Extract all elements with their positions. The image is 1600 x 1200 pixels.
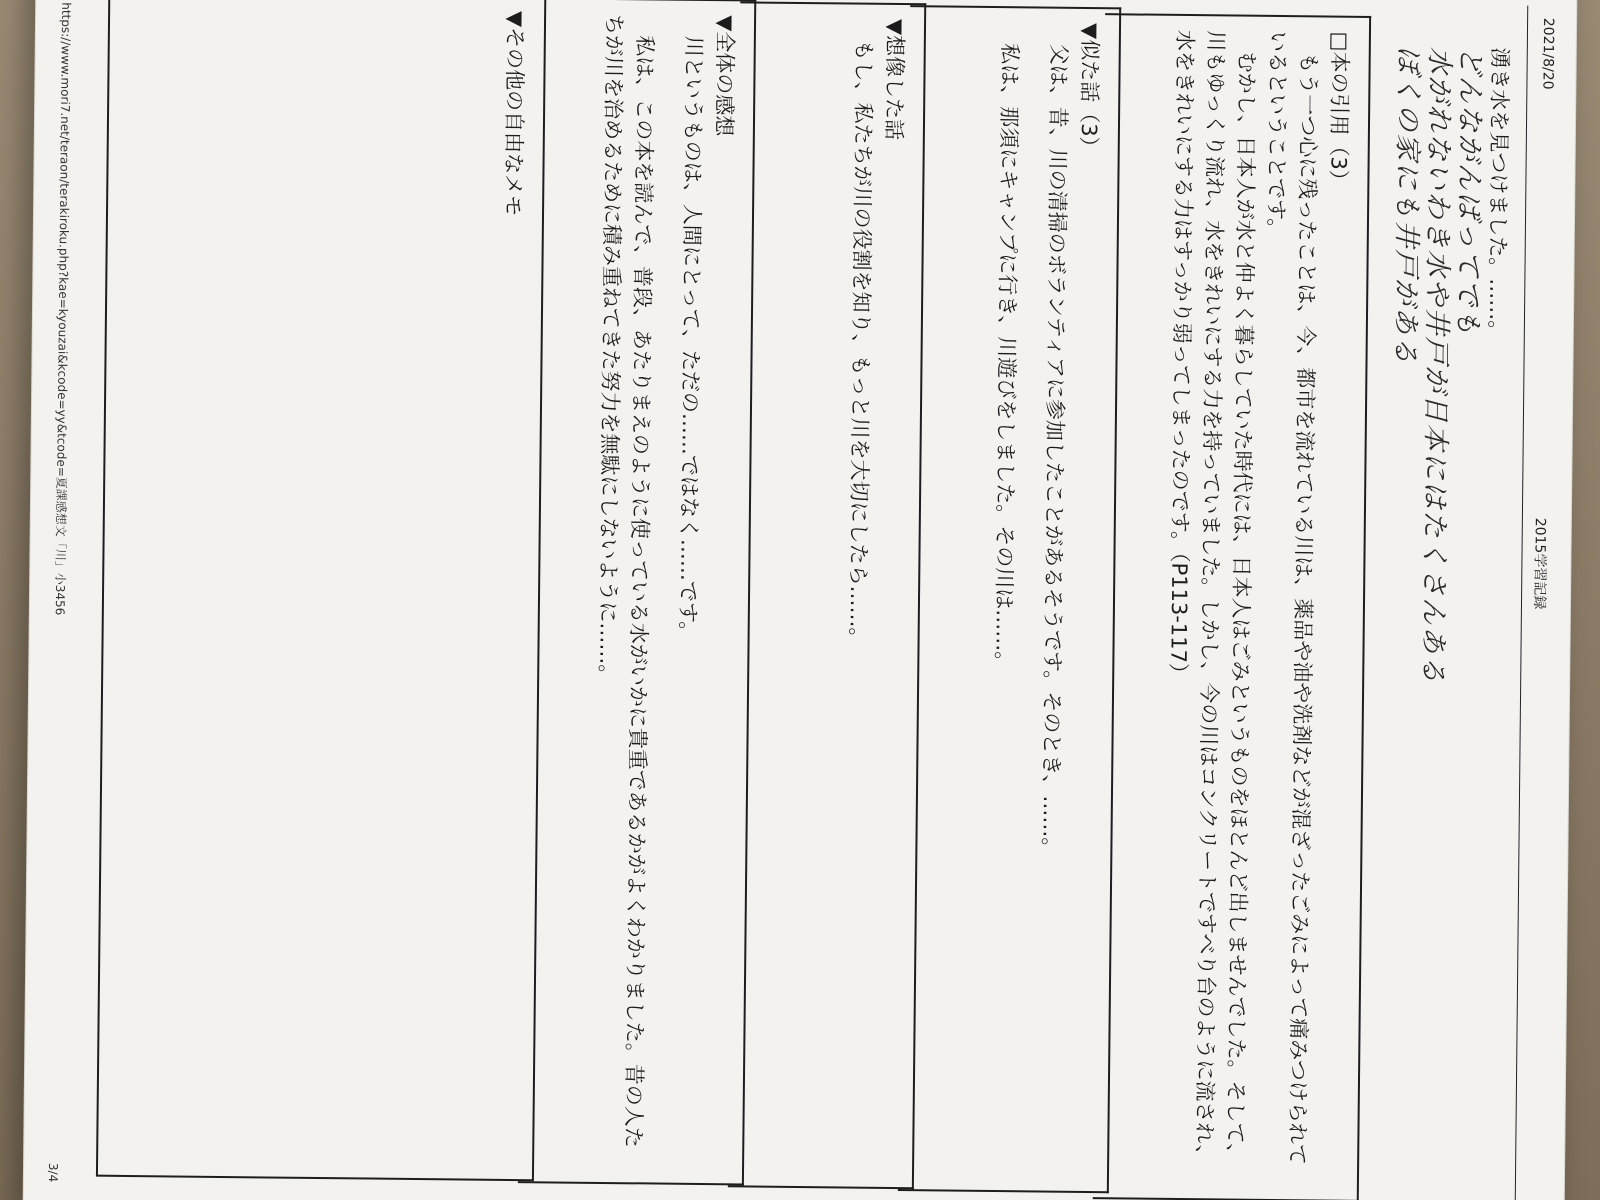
handwritten-line-1: どんながんばってでも (1451, 46, 1486, 338)
section-heading: ▼全体の感想 (711, 15, 738, 137)
handwritten-line-3: ぼくの家にも井戸がある (1389, 46, 1424, 366)
paragraph: 父は、昔、川の清掃のボランティアに参加したことがあるそうです。そのとき、……。 (1038, 43, 1071, 859)
similar-story-section (898, 5, 1121, 1193)
quote-section (1093, 13, 1371, 1200)
print-date: 2021/8/20 (1539, 17, 1557, 90)
paragraph: もし、私たちが川の役割を知り、もっと川を大切にしたら……。 (845, 39, 876, 649)
paragraph: 私は、那須にキャンプに行き、川遊びをしました。その川は……。 (991, 43, 1022, 673)
header-rule (1515, 6, 1529, 1200)
paragraph: 川というものは、人間にとって、ただの……ではなく……です。 (675, 35, 706, 643)
section-heading: ▼その他の自由なメモ (501, 10, 528, 217)
section-heading: ▼似た話（3） (1076, 22, 1103, 158)
section-heading: ▼想像した話 (881, 18, 908, 141)
imagined-story-section (728, 1, 926, 1189)
paragraph: もう一つ心に残ったことは、今、都市を流れている川は、薬品や油や洗剤などが混ざったごみによって痛みつけられているということです。 (1263, 30, 1321, 1165)
paragraph: むかし、日本人が水と仲よく暮らしていた時代には、日本人はごみというものをほとんど出しませんでした。そして、川もゆっくり流れ、水をきれいにする力を持っていました。しかし、今の川はコンクリートですべり台のように流され、水をきれいにする力はすっかり弱ってしまったのです。（P113-117） (1166, 29, 1259, 1166)
footer-url: https://www.mori7.net/teraon/terakiroku.php?kae=kyouzai&kcode=yy&tcode=夏課感想文「川」小3456 (52, 2, 74, 616)
paragraph: 私は、この本を読んで、普段、あたりまえのように使っている水がいかに貴重であるかがよくわかりました。昔の人たちが川を治めるために積み重ねてきた努力を無駄にしないように……。 (595, 13, 657, 1148)
page-number: 3/4 (45, 1162, 61, 1183)
intro-block (1381, 46, 1514, 1187)
handwritten-line-2: 水がれないわき水や井戸が日本にはたくさんある (1417, 46, 1455, 685)
section-heading: □本の引用（3） (1326, 31, 1352, 191)
document-title: 2015学習記録 (1530, 517, 1548, 610)
paper-sheet (23, 0, 1576, 1200)
free-memo-section (96, 0, 546, 1181)
intro-printed-line: 湧き水を見つけました。……。 (1484, 47, 1512, 342)
overall-impression-section (518, 0, 756, 1185)
